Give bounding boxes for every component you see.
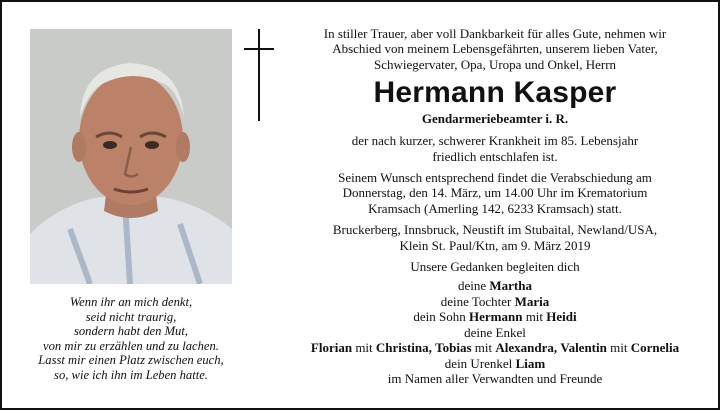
mourner-name: Heidi [546,309,577,325]
farewell-line: Donnerstag, den 14. März, um 14.00 Uhr im Krematorium [342,185,648,201]
poem-line: von mir zu erzählen und zu lachen. [43,338,219,353]
mourner-mit: mit [355,340,373,356]
mourner-name: Alexandra, [495,340,558,356]
deceased-name: Hermann Kasper [373,76,617,110]
mourner-wife [280,278,710,293]
mourner-prefix: deine [457,278,487,294]
mourner-name: Valentin [560,340,607,356]
portrait-photo [30,29,232,284]
mourner-name: Maria [514,293,550,309]
cross-icon [244,29,274,121]
mourner-prefix: dein Urenkel [444,355,513,371]
portrait-illustration [30,29,232,284]
poem-line: seid nicht traurig, [85,309,177,324]
mourner-name: Liam [515,355,546,371]
mourner-mit: mit [525,309,544,325]
deceased-occupation: Gendarmeriebeamter i. R. [421,111,569,127]
mourner-prefix: deine Tochter [440,293,512,309]
relatives-line: im Namen aller Verwandten und Freunde [387,370,603,386]
poem-line: Lasst mir einen Platz zwischen euch, [38,353,224,368]
grandchildren-label: deine Enkel [464,324,526,340]
death-notice-line: friedlich entschlafen ist. [432,148,558,164]
poem [12,295,250,383]
mourner-name: Tobias [435,340,472,356]
mourner-grandchildren [280,340,710,355]
intro-line: Schwiegervater, Opa, Uropa und Onkel, Herrn [373,56,617,72]
notice-text [280,26,710,386]
poem-line: so, wie ich ihn im Leben hatte. [54,367,208,382]
places-line: Bruckerberg, Innsbruck, Neustift im Stubaital, Newland/USA, [332,222,658,238]
poem-line: Wenn ihr an mich denkt, [69,295,193,309]
intro-line: In stiller Trauer, aber voll Dankbarkeit für alles Gute, nehmen wir [323,26,667,41]
death-notice-line: der nach kurzer, schwerer Krankheit im 85. Lebensjahr [351,133,639,149]
mourner-mit: mit [610,340,628,356]
mourner-mit: mit [474,340,493,356]
mourner-daughter [280,294,710,309]
places-line: Klein St. Paul/Ktn, am 9. März 2019 [399,237,591,253]
mourner-name: Martha [489,278,532,294]
mourner-name: Florian [310,340,353,356]
mourner-prefix: dein Sohn [413,309,466,325]
mourner-name: Hermann [468,309,523,325]
mourner-son [280,309,710,324]
poem-line: sondern habt den Mut, [73,324,189,339]
thoughts-line: Unsere Gedanken begleiten dich [410,259,580,275]
intro-line: Abschied von meinem Lebensgefährten, unserem lieben Vater, [332,41,658,57]
mourner-name: Christina, [375,340,432,356]
farewell-line: Kramsach (Amerling 142, 6233 Kramsach) statt. [368,200,622,216]
mourner-name: Cornelia [630,340,680,356]
farewell-line: Seinem Wunsch entsprechend findet die Verabschiedung am [338,170,652,186]
mourner-great-grandchild [280,356,710,371]
